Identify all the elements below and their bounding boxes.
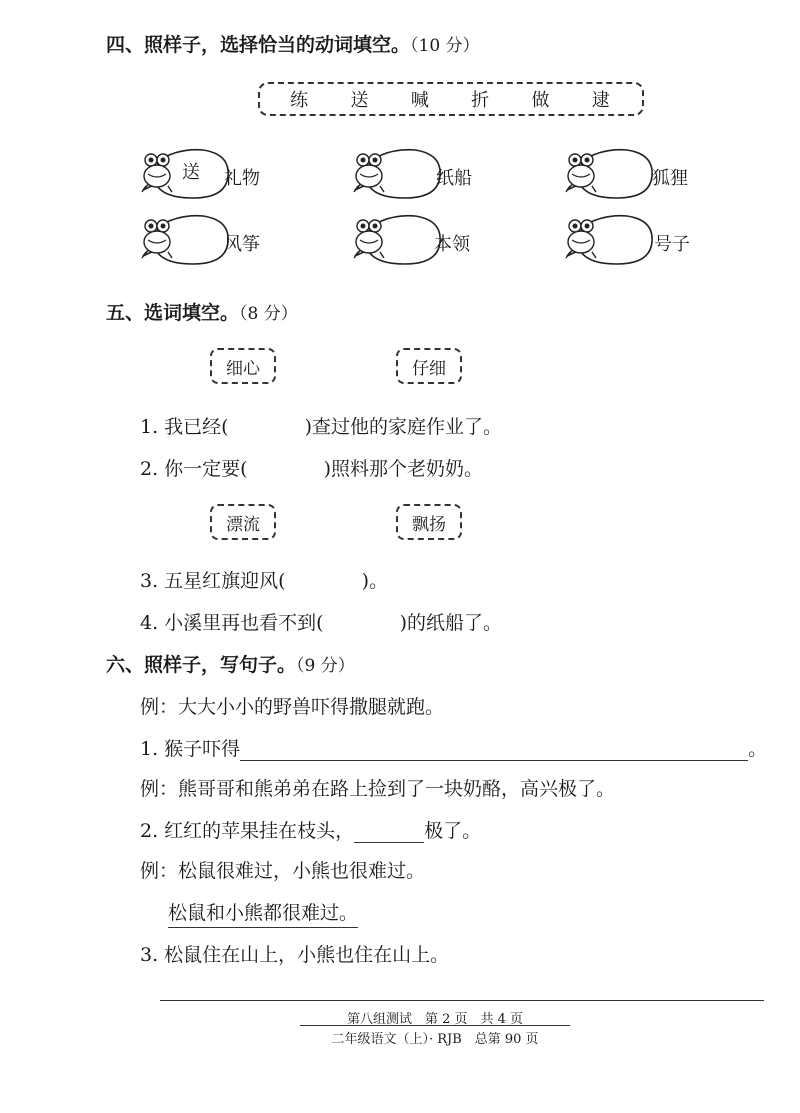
section5-points: （8 分） [239, 304, 298, 324]
footer-line-1: 第八组测试 第 2 页 共 4 页 [346, 1012, 524, 1027]
section6-title: 六、照样子，写句子。 [106, 654, 297, 676]
verb-fill-item-4[interactable] [138, 212, 338, 272]
frog-lily-pad-icon [350, 146, 450, 206]
noun-label: 号子 [654, 234, 690, 255]
verb-fill-item-5[interactable] [350, 212, 550, 272]
choice-word: 漂流 [226, 514, 260, 535]
section6-question-3: 3. 松鼠住在山上，小熊也住在山上。 [140, 944, 450, 966]
footer-line-2: 二年级语文（上）· RJB 总第 90 页 [331, 1032, 539, 1047]
example-2: 例：熊哥哥和熊弟弟在路上捡到了一块奶酪，高兴极了。 [140, 778, 616, 800]
footer-divider [160, 1000, 764, 1001]
verb-fill-item-1[interactable] [138, 146, 338, 206]
section5-question-4: 4. 小溪里再也看不到( )的纸船了。 [140, 612, 503, 634]
word-bank-item: 练 [290, 90, 311, 111]
frog-lily-pad-icon [562, 146, 662, 206]
word-bank-item: 折 [471, 90, 492, 111]
section4-title: 四、照样子，选择恰当的动词填空。 [106, 34, 411, 56]
noun-label: 风筝 [224, 234, 260, 255]
section6-points: （9 分） [296, 656, 355, 676]
section5-question-3: 3. 五星红旗迎风( )。 [140, 570, 389, 592]
frog-lily-pad-icon [562, 212, 662, 272]
word-bank-item: 喊 [410, 90, 431, 111]
verb-answer: 送 [182, 162, 200, 183]
footer-divider-2 [300, 1025, 570, 1026]
section5-title: 五、选词填空。 [106, 302, 240, 324]
word-choice-piaoyang [396, 504, 462, 540]
verb-fill-item-3[interactable] [562, 146, 762, 206]
section5-question-1: 1. 我已经( )查过他的家庭作业了。 [140, 416, 503, 438]
choice-word: 飘扬 [412, 514, 446, 535]
section6-heading [106, 650, 355, 677]
section4-points: （10 分） [410, 36, 480, 56]
verb-fill-item-2[interactable] [350, 146, 550, 206]
section6-question-1: 1. 猴子吓得 。 [140, 738, 768, 760]
noun-label: 狐狸 [652, 168, 688, 189]
word-bank-item: 做 [531, 90, 552, 111]
verb-fill-item-6[interactable] [562, 212, 762, 272]
noun-label: 礼物 [224, 168, 260, 189]
example-3-answer: 松鼠和小熊都很难过。 [168, 898, 358, 928]
section5-question-2: 2. 你一定要( )照料那个老奶奶。 [140, 458, 484, 480]
frog-lily-pad-icon [138, 212, 238, 272]
word-bank-item: 逮 [591, 90, 612, 111]
word-bank-item: 送 [350, 90, 371, 111]
answer-line[interactable] [354, 820, 424, 843]
section5-heading [106, 298, 298, 325]
noun-label: 纸船 [436, 168, 472, 189]
example-3: 例：松鼠很难过，小熊也很难过。 [140, 860, 426, 882]
choice-word: 仔细 [412, 358, 446, 379]
section4-heading [106, 30, 480, 57]
section6-question-2: 2. 红红的苹果挂在枝头， 极了。 [140, 820, 482, 842]
word-choice-zixi [396, 348, 462, 384]
answer-line[interactable] [240, 738, 748, 761]
choice-word: 细心 [226, 358, 260, 379]
example-1: 例：大大小小的野兽吓得撒腿就跑。 [140, 696, 445, 718]
noun-label: 本领 [434, 234, 470, 255]
word-choice-piaoliu [210, 504, 276, 540]
verb-word-bank [258, 82, 644, 116]
word-choice-xixin [210, 348, 276, 384]
